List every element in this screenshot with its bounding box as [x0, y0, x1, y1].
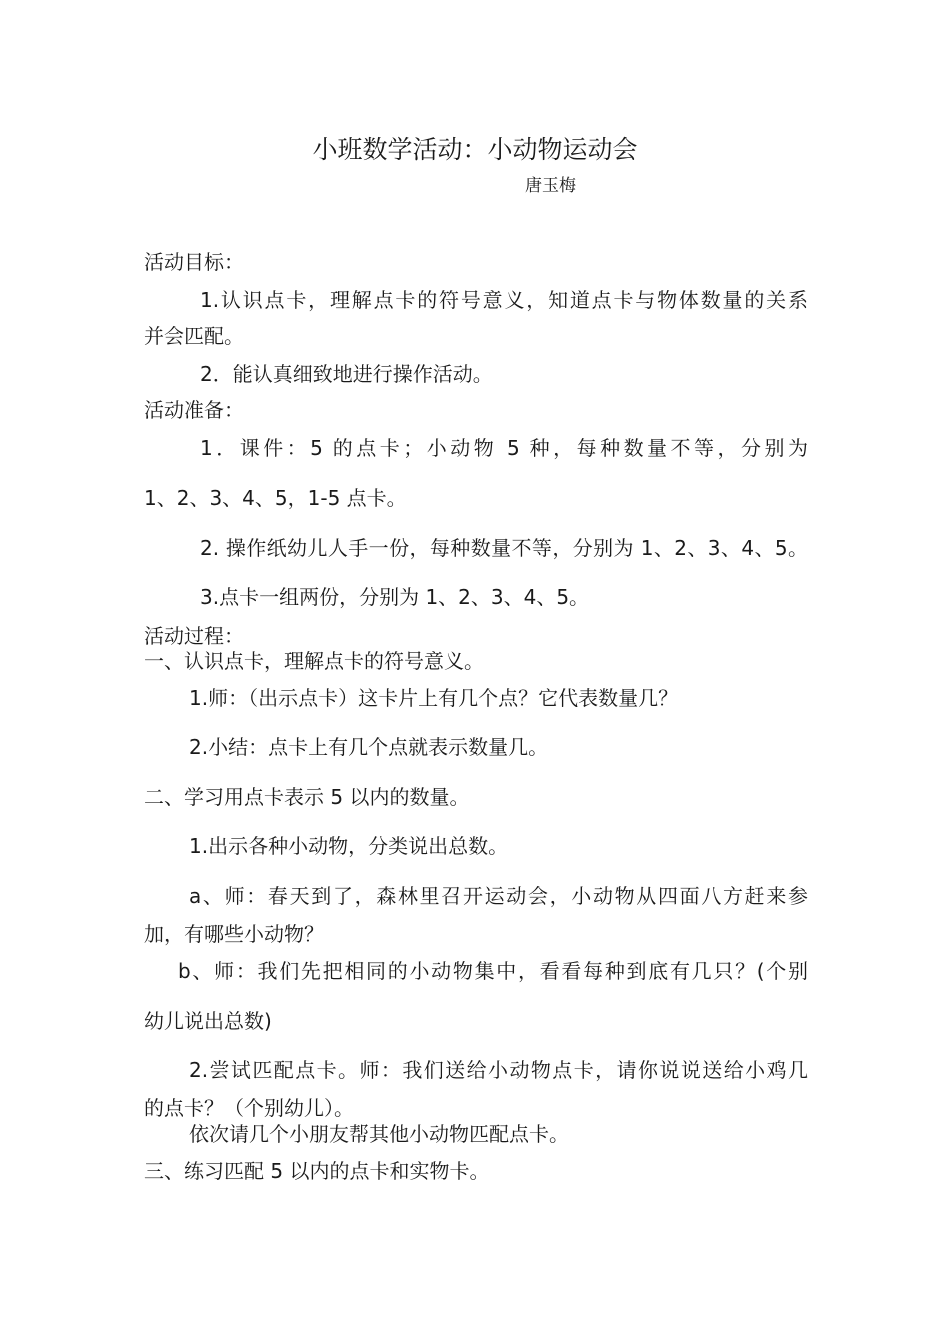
document-author: 唐玉梅 [525, 176, 576, 196]
prep-1-line-2: 1、2、3、4、5，1-5 点卡。 [144, 486, 407, 510]
heading-goals: 活动目标： [144, 250, 244, 274]
heading-preparation: 活动准备： [144, 398, 244, 422]
section-1-item-1: 1.师：（出示点卡）这卡片上有几个点？它代表数量几？ [189, 686, 679, 710]
section-2-heading: 二、学习用点卡表示 5 以内的数量。 [144, 785, 470, 809]
prep-3: 3.点卡一组两份，分别为 1、2、3、4、5。 [200, 585, 590, 609]
document-title: 小班数学活动：小动物运动会 [312, 135, 638, 164]
prep-2: 2. 操作纸幼儿人手一份，每种数量不等，分别为 1、2、3、4、5。 [200, 536, 808, 560]
goal-1-line-2: 并会匹配。 [144, 324, 244, 348]
goal-1-line-1: 1.认识点卡，理解点卡的符号意义，知道点卡与物体数量的关系 [200, 288, 808, 312]
section-1-item-2: 2.小结：点卡上有几个点就表示数量几。 [189, 735, 549, 759]
section-2-item-b-line-2: 幼儿说出总数) [144, 1009, 272, 1033]
section-2-item-a-line-1: a、师：春天到了，森林里召开运动会，小动物从四面八方赶来参 [189, 884, 808, 908]
section-2-item-2-line-3: 依次请几个小朋友帮其他小动物匹配点卡。 [189, 1122, 569, 1146]
section-1-heading: 一、认识点卡，理解点卡的符号意义。 [144, 649, 484, 673]
prep-1-line-1: 1．课件：5 的点卡；小动物 5 种，每种数量不等，分别为 [200, 436, 808, 460]
section-2-item-b-line-1: b、师：我们先把相同的小动物集中，看看每种到底有几只？(个别 [178, 959, 808, 983]
section-2-item-a-line-2: 加，有哪些小动物？ [144, 922, 324, 946]
heading-process: 活动过程： [144, 624, 244, 648]
section-3-heading: 三、练习匹配 5 以内的点卡和实物卡。 [144, 1159, 490, 1183]
section-2-item-2-line-1: 2.尝试匹配点卡。师：我们送给小动物点卡，请你说说送给小鸡几 [189, 1058, 808, 1082]
section-2-item-1: 1.出示各种小动物，分类说出总数。 [189, 834, 509, 858]
goal-2: 2．能认真细致地进行操作活动。 [200, 362, 493, 386]
section-2-item-2-line-2: 的点卡？（个别幼儿）。 [144, 1096, 354, 1120]
